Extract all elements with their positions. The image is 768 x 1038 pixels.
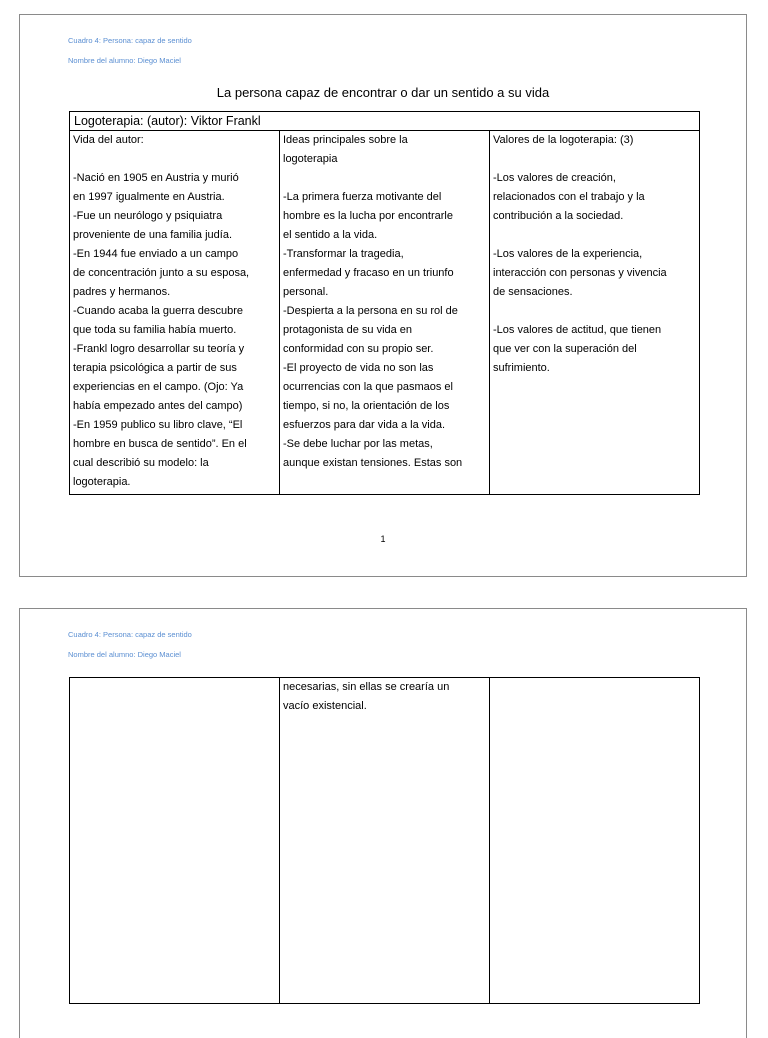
column-valores [490,678,700,1004]
text-line: -Fue un neurólogo y psiquiatra [73,210,223,222]
page-title: La persona capaz de encontrar o dar un sentido a su vida [216,85,550,100]
column-vida-del-autor [70,131,280,495]
text-line: hombre en busca de sentido”. En el [73,438,247,450]
text-line: que toda su familia había muerto. [73,324,237,336]
text-line: cual describió su modelo: la [73,457,209,469]
text-line: -Los valores de creación, [493,172,616,184]
text-line: padres y hermanos. [73,286,171,298]
text-line: de concentración junto a su esposa, [73,267,250,279]
text-line: que ver con la superación del [493,343,637,355]
text-line: -Frankl logro desarrollar su teoría y [73,343,245,355]
text-line: de sensaciones. [493,286,573,298]
text-line: -En 1959 publico su libro clave, “El [73,419,243,431]
document-page-1 [19,14,747,577]
text-line: aunque existan tensiones. Estas son [283,457,463,469]
text-line: hombre es la lucha por encontrarle [283,210,453,222]
text-line: en 1997 igualmente en Austria. [73,191,225,203]
text-line: vacío existencial. [283,700,367,712]
column-ideas-principales [280,678,490,1004]
text-line: ocurrencias con la que pasmaos el [283,381,453,393]
logoterapia-table [69,111,700,495]
text-line [493,226,696,245]
text-line: proveniente de una familia judía. [73,229,232,241]
text-line: Ideas principales sobre la [283,134,408,146]
text-line: enfermedad y fracaso en un triunfo [283,267,454,279]
text-line: el sentido a la vida. [283,229,378,241]
column-ideas-principales [280,131,490,495]
page-number: 1 [380,534,386,544]
document-page-2 [19,608,747,1038]
header-alumno: Nombre del alumno: Diego Maciel [68,56,181,65]
text-line: -La primera fuerza motivante del [283,191,442,203]
text-line: protagonista de su vida en [283,324,413,336]
text-line: personal. [283,286,329,298]
header-alumno: Nombre del alumno: Diego Maciel [68,650,181,659]
text-line: terapia psicológica a partir de sus [73,362,237,374]
text-line: relacionados con el trabajo y la [493,191,645,203]
text-line: tiempo, si no, la orientación de los [283,400,450,412]
text-line: contribución a la sociedad. [493,210,624,222]
text-line: Valores de la logoterapia: (3) [493,134,634,146]
text-line: -Los valores de la experiencia, [493,248,643,260]
logoterapia-table-continued [69,677,700,1004]
text-line: -Se debe luchar por las metas, [283,438,433,450]
text-line: experiencias en el campo. (Ojo: Ya [73,381,244,393]
text-line: logoterapia [283,153,338,165]
text-line [493,150,696,169]
text-line: -El proyecto de vida no son las [283,362,434,374]
text-line: -Los valores de actitud, que tienen [493,324,662,336]
text-line [283,169,486,188]
text-line: -Cuando acaba la guerra descubre [73,305,244,317]
text-line: logoterapia. [73,476,131,488]
text-line: había empezado antes del campo) [73,400,243,412]
text-line: conformidad con su propio ser. [283,343,434,355]
column-valores [490,131,700,495]
column-vida-del-autor [70,678,280,1004]
text-line [73,150,276,169]
header-cuadro: Cuadro 4: Persona: capaz de sentido [68,630,192,639]
text-line: -Transformar la tragedia, [283,248,404,260]
header-cuadro: Cuadro 4: Persona: capaz de sentido [68,36,192,45]
text-line: interacción con personas y vivencia [493,267,667,279]
text-line: sufrimiento. [493,362,550,374]
text-line: necesarias, sin ellas se crearía un [283,681,450,693]
text-line: -Nació en 1905 en Austria y murió [73,172,239,184]
text-line [493,302,696,321]
text-line: Vida del autor: [73,134,144,146]
text-line: esfuerzos para dar vida a la vida. [283,419,446,431]
text-line: -Despierta a la persona en su rol de [283,305,458,317]
text-line: -En 1944 fue enviado a un campo [73,248,239,260]
table-heading: Logoterapia: (autor): Viktor Frankl [70,112,700,131]
